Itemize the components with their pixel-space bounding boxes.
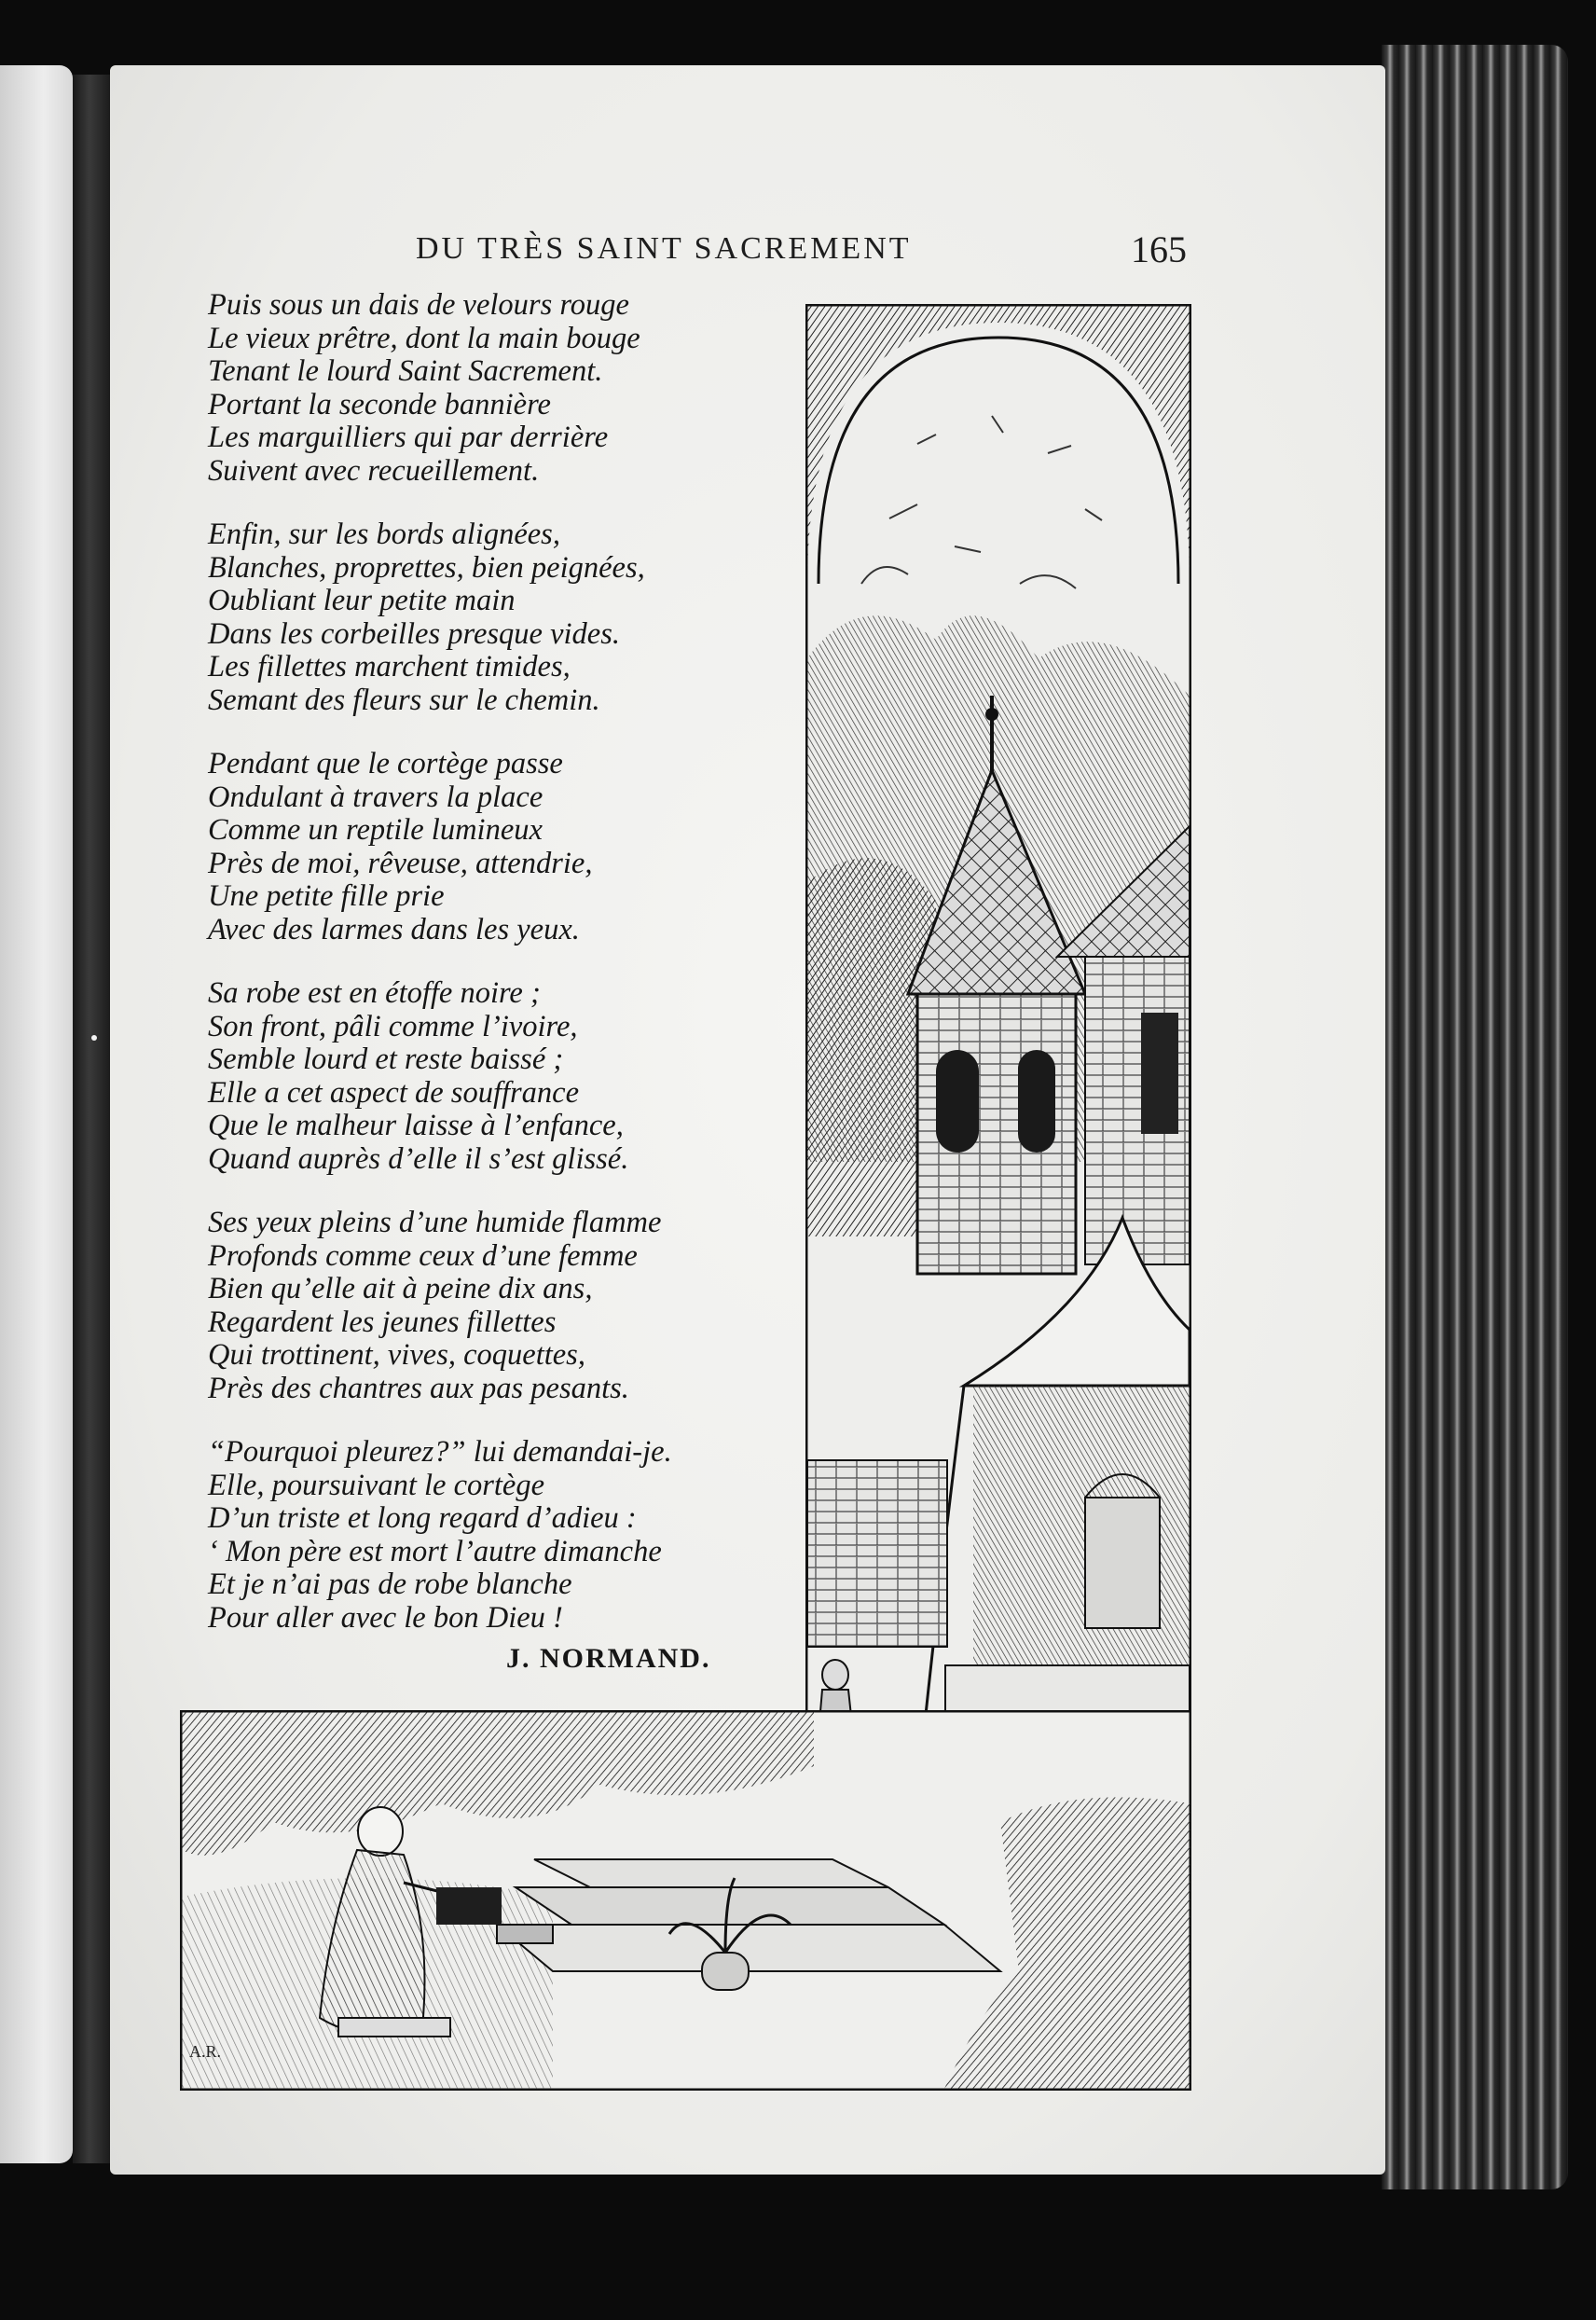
- poem-line: Bien qu’elle ait à peine dix ans,: [208, 1272, 593, 1305]
- stanza: [208, 1207, 879, 1405]
- poem-line: Tenant le lourd Saint Sacrement.: [208, 354, 603, 388]
- poem-line: Pour aller avec le bon Dieu !: [208, 1600, 563, 1635]
- poem-line: Près de moi, rêveuse, attendrie,: [208, 846, 593, 880]
- poem-line: Semant des fleurs sur le chemin.: [208, 683, 600, 717]
- book-page: [110, 65, 1385, 2175]
- illustration-signature: A.R.: [189, 2042, 222, 2061]
- poem-line: ‘ Mon père est mort l’autre dimanche: [208, 1534, 662, 1568]
- stanza: [208, 1436, 879, 1635]
- previous-page-edge: [0, 65, 73, 2163]
- poem-line: “Pourquoi pleurez?” lui demandai-je.: [208, 1435, 672, 1469]
- poem-line: Profonds comme ceux d’une femme: [208, 1238, 638, 1273]
- engraving-kneeling-girl-illustration: [180, 1710, 1191, 2091]
- stanza: [208, 518, 879, 717]
- paper-speck: [91, 1035, 97, 1041]
- poem-line: Et je n’ai pas de robe blanche: [208, 1567, 572, 1601]
- poem-line: D’un triste et long regard d’adieu :: [208, 1501, 637, 1535]
- stanza: [208, 748, 879, 946]
- author-signature: J. NORMAND.: [506, 1643, 711, 1674]
- poem-line: Une petite fille prie: [208, 879, 445, 913]
- poem-line: Semble lourd et reste baissé ;: [208, 1043, 564, 1076]
- poem-line: Regardent les jeunes fillettes: [208, 1305, 557, 1339]
- running-head: [110, 228, 1385, 278]
- poem-line: Que le malheur laisse à l’enfance,: [208, 1109, 624, 1142]
- poem-line: Puis sous un dais de velours rouge: [208, 288, 629, 322]
- poem-line: Oubliant leur petite main: [208, 584, 516, 617]
- poem-line: Elle a cet aspect de souffrance: [208, 1075, 579, 1110]
- poem-line: Pendant que le cortège passe: [208, 747, 563, 780]
- poem-line: Portant la seconde bannière: [208, 387, 551, 421]
- poem-line: Blanches, proprettes, bien peignées,: [208, 550, 645, 585]
- poem-line: Elle, poursuivant le cortège: [208, 1468, 545, 1502]
- book-gutter: [73, 75, 110, 2163]
- poem-line: Sa robe est en étoffe noire ;: [208, 976, 541, 1010]
- poem-line: Son front, pâli comme l’ivoire,: [208, 1009, 578, 1043]
- poem: [208, 289, 879, 1665]
- engraving-tower-illustration: [805, 304, 1191, 1803]
- poem-line: Le vieux prêtre, dont la main bouge: [208, 321, 640, 355]
- poem-line: Ses yeux pleins d’une humide flamme: [208, 1206, 662, 1239]
- poem-line: Avec des larmes dans les yeux.: [208, 912, 580, 946]
- poem-line: Enfin, sur les bords alignées,: [208, 518, 560, 551]
- stanza: [208, 289, 879, 488]
- page-number: 165: [1131, 228, 1187, 270]
- stanza: [208, 977, 879, 1176]
- poem-line: Les fillettes marchent timides,: [208, 650, 571, 684]
- poem-line: Qui trottinent, vives, coquettes,: [208, 1338, 585, 1372]
- poem-line: Près des chantres aux pas pesants.: [208, 1371, 629, 1405]
- poem-line: Comme un reptile lumineux: [208, 813, 543, 847]
- page-edges: [1382, 45, 1568, 2189]
- poem-line: Dans les corbeilles presque vides.: [208, 616, 620, 651]
- poem-line: Les marguilliers qui par derrière: [208, 421, 609, 454]
- poem-line: Suivent avec recueillement.: [208, 453, 540, 488]
- poem-line: Quand auprès d’elle il s’est glissé.: [208, 1141, 629, 1176]
- running-title: DU TRÈS SAINT SACREMENT: [416, 231, 912, 266]
- poem-line: Ondulant à travers la place: [208, 780, 543, 814]
